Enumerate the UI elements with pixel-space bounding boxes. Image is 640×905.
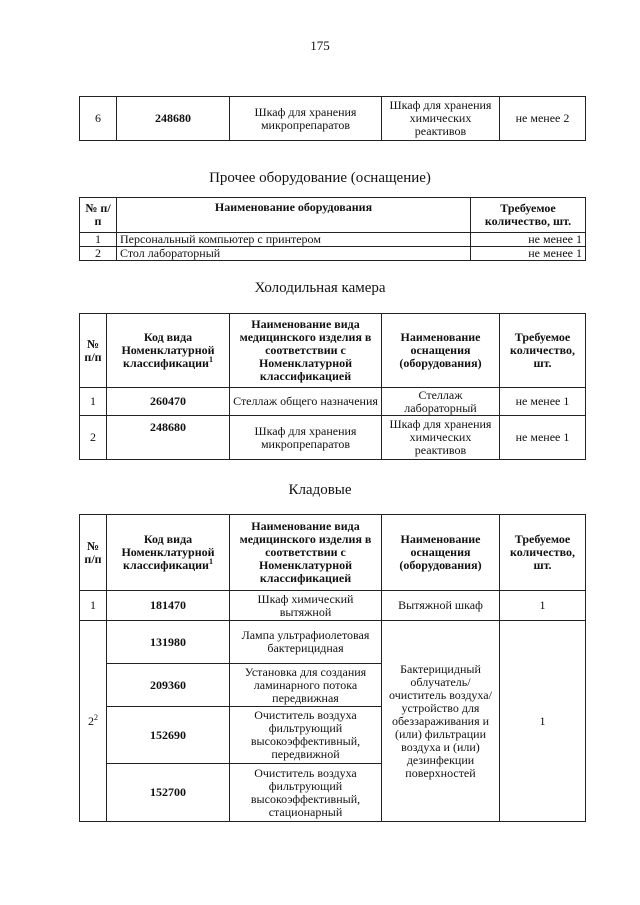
quantity-cell: не менее 1 xyxy=(471,247,586,261)
quantity-cell: не менее 1 xyxy=(500,388,586,416)
quantity-cell: не менее 1 xyxy=(500,416,586,460)
section-title-storerooms: Кладовые xyxy=(288,482,352,498)
device-cell: Очиститель воздуха фильтрующий высокоэффективный, передвижной xyxy=(230,707,382,764)
header-equipment: Наименование оснащения (оборудования) xyxy=(382,314,500,388)
footnote-mark: 2 xyxy=(94,712,98,722)
row-number: 1 xyxy=(80,591,107,621)
row-number: 1 xyxy=(80,233,117,247)
code-cell: 209360 xyxy=(107,664,230,707)
code-cell: 152700 xyxy=(107,764,230,822)
header-number: № п/п xyxy=(80,314,107,388)
quantity-cell: не менее 1 xyxy=(471,233,586,247)
header-quantity: Требуемое количество, шт. xyxy=(500,314,586,388)
equipment-cell: Шкаф для хранения химических реактивов xyxy=(382,416,500,460)
equipment-name: Стол лабораторный xyxy=(117,247,471,261)
table-row xyxy=(80,416,586,460)
code-cell: 131980 xyxy=(107,621,230,664)
top-continuation-table xyxy=(79,96,586,141)
table-header-row xyxy=(80,515,586,591)
table-row xyxy=(80,591,586,621)
table-row xyxy=(80,388,586,416)
code-cell: 248680 xyxy=(117,97,230,141)
storerooms-table xyxy=(79,514,586,822)
header-quantity: Требуемое количество, шт. xyxy=(471,198,586,233)
equipment-cell: Шкаф для хранения химических реактивов xyxy=(382,97,500,141)
table-header-row xyxy=(80,198,586,233)
row-number: 2 xyxy=(80,416,107,460)
equipment-cell: Стеллаж лабораторный xyxy=(382,388,500,416)
header-device: Наименование вида медицинского изделия в соответствии с Номенклатурной классификацией xyxy=(230,314,382,388)
cold-chamber-table xyxy=(79,313,586,460)
page-number: 175 xyxy=(310,38,330,53)
row-number-text: 2 xyxy=(88,713,94,728)
table-row xyxy=(80,247,586,261)
row-number xyxy=(80,621,107,822)
header-code xyxy=(107,515,230,591)
header-number: № п/п xyxy=(80,198,117,233)
code-cell: 181470 xyxy=(107,591,230,621)
quantity-cell: 1 xyxy=(500,591,586,621)
section-title-cold-chamber: Холодильная камера xyxy=(254,280,386,296)
code-cell: 248680 xyxy=(107,416,230,460)
header-name: Наименование оборудования xyxy=(117,198,471,233)
footnote-mark: 1 xyxy=(208,355,213,364)
footnote-mark: 1 xyxy=(208,557,213,566)
header-code xyxy=(107,314,230,388)
code-cell: 152690 xyxy=(107,707,230,764)
quantity-cell: не менее 2 xyxy=(500,97,586,141)
device-cell: Шкаф для хранения микропрепаратов xyxy=(230,97,382,141)
table-row xyxy=(80,97,586,141)
row-number: 2 xyxy=(80,247,117,261)
header-device: Наименование вида медицинского изделия в соответствии с Номенклатурной классификацией xyxy=(230,515,382,591)
section-title-other-equipment: Прочее оборудование (оснащение) xyxy=(209,170,431,186)
other-equipment-table xyxy=(79,197,586,261)
device-cell: Стеллаж общего назначения xyxy=(230,388,382,416)
table-header-row xyxy=(80,314,586,388)
device-cell: Шкаф для хранения микропрепаратов xyxy=(230,416,382,460)
equipment-name: Персональный компьютер с принтером xyxy=(117,233,471,247)
header-code-text: Код вида Номенклатурной классификации xyxy=(121,330,215,370)
device-cell: Установка для создания ламинарного потока передвижная xyxy=(230,664,382,707)
table-row xyxy=(80,621,586,664)
header-quantity: Требуемое количество, шт. xyxy=(500,515,586,591)
quantity-cell: 1 xyxy=(500,621,586,822)
row-number: 6 xyxy=(80,97,117,141)
device-cell: Очиститель воздуха фильтрующий высокоэффективный, стационарный xyxy=(230,764,382,822)
equipment-cell: Вытяжной шкаф xyxy=(382,591,500,621)
header-equipment: Наименование оснащения (оборудования) xyxy=(382,515,500,591)
row-number: 1 xyxy=(80,388,107,416)
header-number: № п/п xyxy=(80,515,107,591)
code-cell: 260470 xyxy=(107,388,230,416)
equipment-cell: Бактерицидный облучатель/ очиститель воздуха/ устройство для обеззараживания и (или) фильтрации воздуха и (или) дезинфекции поверхностей xyxy=(382,621,500,822)
device-cell: Лампа ультрафиолетовая бактерицидная xyxy=(230,621,382,664)
device-cell: Шкаф химический вытяжной xyxy=(230,591,382,621)
table-row xyxy=(80,233,586,247)
header-code-text: Код вида Номенклатурной классификации xyxy=(121,532,215,572)
